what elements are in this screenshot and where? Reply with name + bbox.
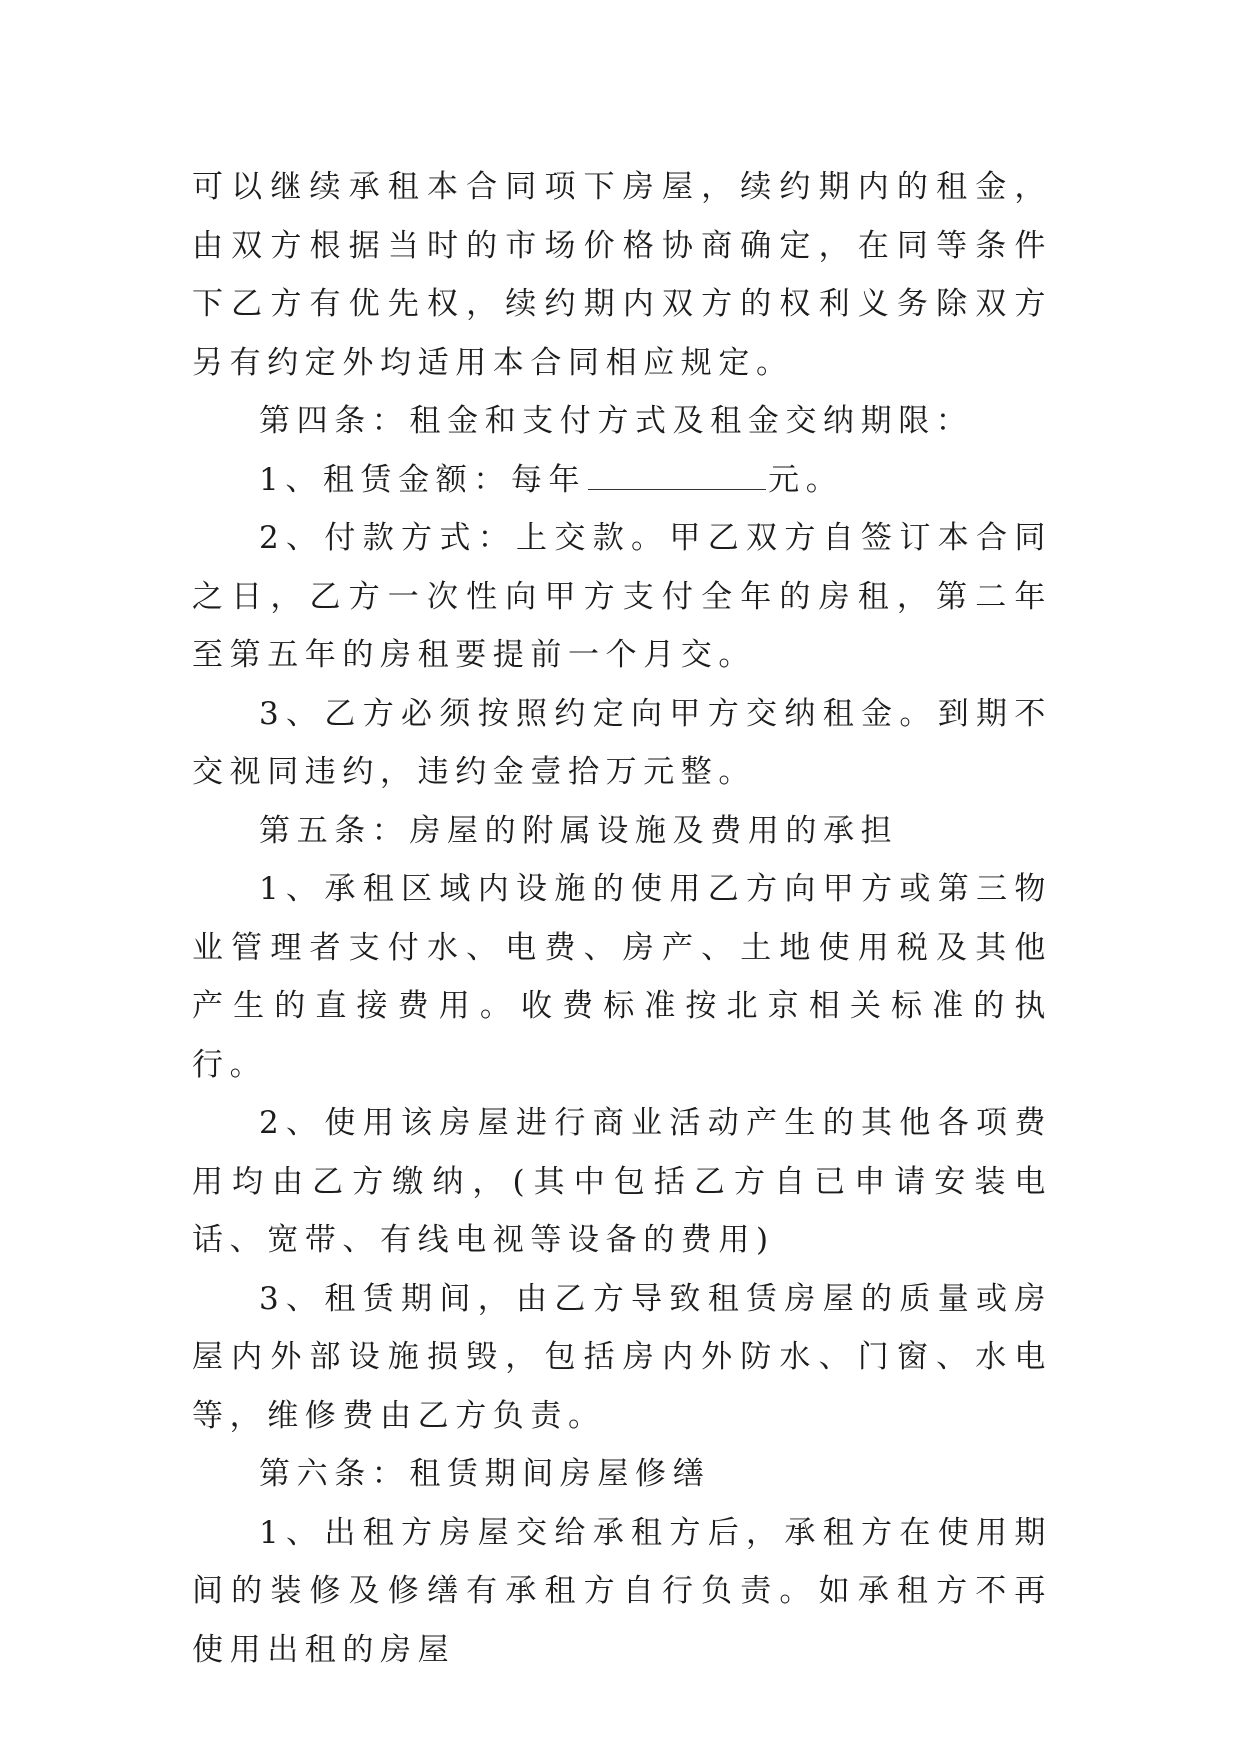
article-5-item-1: 1、承租区域内设施的使用乙方向甲方或第三物业管理者支付水、电费、房产、土地使用税及其他产生的直接费用。收费标准按北京相关标准的执行。 [192, 871, 1052, 1083]
article-4-heading: 第四条：租金和支付方式及租金交纳期限： [259, 403, 974, 439]
article-6-heading: 第六条：租赁期间房屋修缮 [259, 1456, 711, 1492]
article-5-heading: 第五条：房屋的附属设施及费用的承担 [259, 812, 899, 849]
article-5-item-2: 2、使用该房屋进行商业活动产生的其他各项费用均由乙方缴纳，(其中包括乙方自已申请安装电话、宽带、有线电视等设备的费用) [192, 1105, 1052, 1258]
article-4-item-1 [192, 451, 1052, 510]
rent-amount-unit: 元。 [768, 461, 844, 498]
rent-amount-blank [588, 459, 766, 490]
article-4-item-2: 2、付款方式：上交款。甲乙双方自签订本合同之日，乙方一次性向甲方支付全年的房租，第二年至第五年的房租要提前一个月交。 [192, 520, 1052, 673]
article-6-item-1: 1、出租方房屋交给承租方后，承租方在使用期间的装修及修缮有承租方自行负责。如承租方不再使用出租的房屋 [192, 1514, 1052, 1668]
paragraph-continuation: 可以继续承租本合同项下房屋，续约期内的租金，由双方根据当时的市场价格协商确定，在同等条件下乙方有优先权，续约期内双方的权利义务除双方另有约定外均适用本合同相应规定。 [192, 169, 1052, 381]
contract-body [192, 158, 1052, 1679]
rent-amount-label: 1、租赁金额：每年 [259, 461, 587, 498]
article-5-item-3: 3、租赁期间，由乙方导致租赁房屋的质量或房屋内外部设施损毁，包括房内外防水、门窗、水电等，维修费由乙方负责。 [192, 1280, 1052, 1434]
article-4-item-3: 3、乙方必须按照约定向甲方交纳租金。到期不交视同违约，违约金壹拾万元整。 [192, 695, 1052, 790]
